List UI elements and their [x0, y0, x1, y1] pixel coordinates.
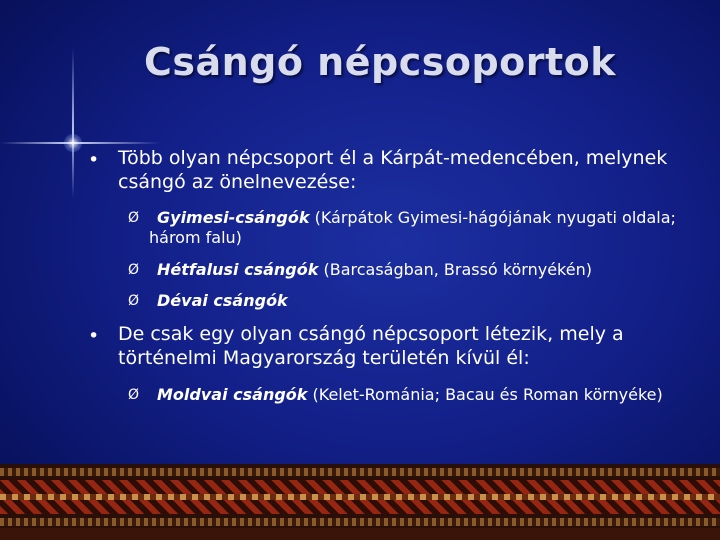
subitem-name: Gyimesi-csángók: [157, 208, 310, 227]
subitem-text: [149, 385, 689, 405]
sparkle-star-icon: [64, 134, 82, 152]
carpet-band-bottom: [0, 518, 720, 526]
bullet-text: Több olyan népcsoport él a Kárpát-medencében, melynek csángó az önelnevezése:: [118, 147, 668, 193]
carpet-mid-line: [0, 494, 720, 500]
bullet-marker: •: [88, 325, 100, 347]
arrow-bullet-icon: Ø: [128, 210, 140, 226]
subitem-text: [149, 291, 689, 311]
subitem-name: Dévai csángók: [157, 291, 288, 310]
subitem-name: Hétfalusi csángók: [157, 260, 319, 279]
subitem-detail: (Kelet-Románia; Bacau és Roman környéke): [307, 385, 663, 404]
subitem-text: [149, 260, 689, 280]
subitem-text: [149, 208, 689, 248]
carpet-band-top: [0, 468, 720, 476]
arrow-bullet-icon: Ø: [128, 293, 140, 309]
arrow-bullet-icon: Ø: [128, 387, 140, 403]
bullet-marker: •: [88, 149, 100, 171]
subitem-detail: (Kárpátok Gyimesi-hágójának nyugati oldala; három falu): [149, 208, 676, 247]
subitem-name: Moldvai csángók: [157, 385, 308, 404]
carpet-bottom-edge: [0, 528, 720, 540]
subitem-detail: (Barcaságban, Brassó környékén): [318, 260, 592, 279]
bullet-text: De csak egy olyan csángó népcsoport létezik, mely a történelmi Magyarország területén kívül él:: [118, 323, 624, 369]
arrow-bullet-icon: Ø: [128, 262, 140, 278]
slide-title: Csángó népcsoportok: [143, 40, 617, 84]
